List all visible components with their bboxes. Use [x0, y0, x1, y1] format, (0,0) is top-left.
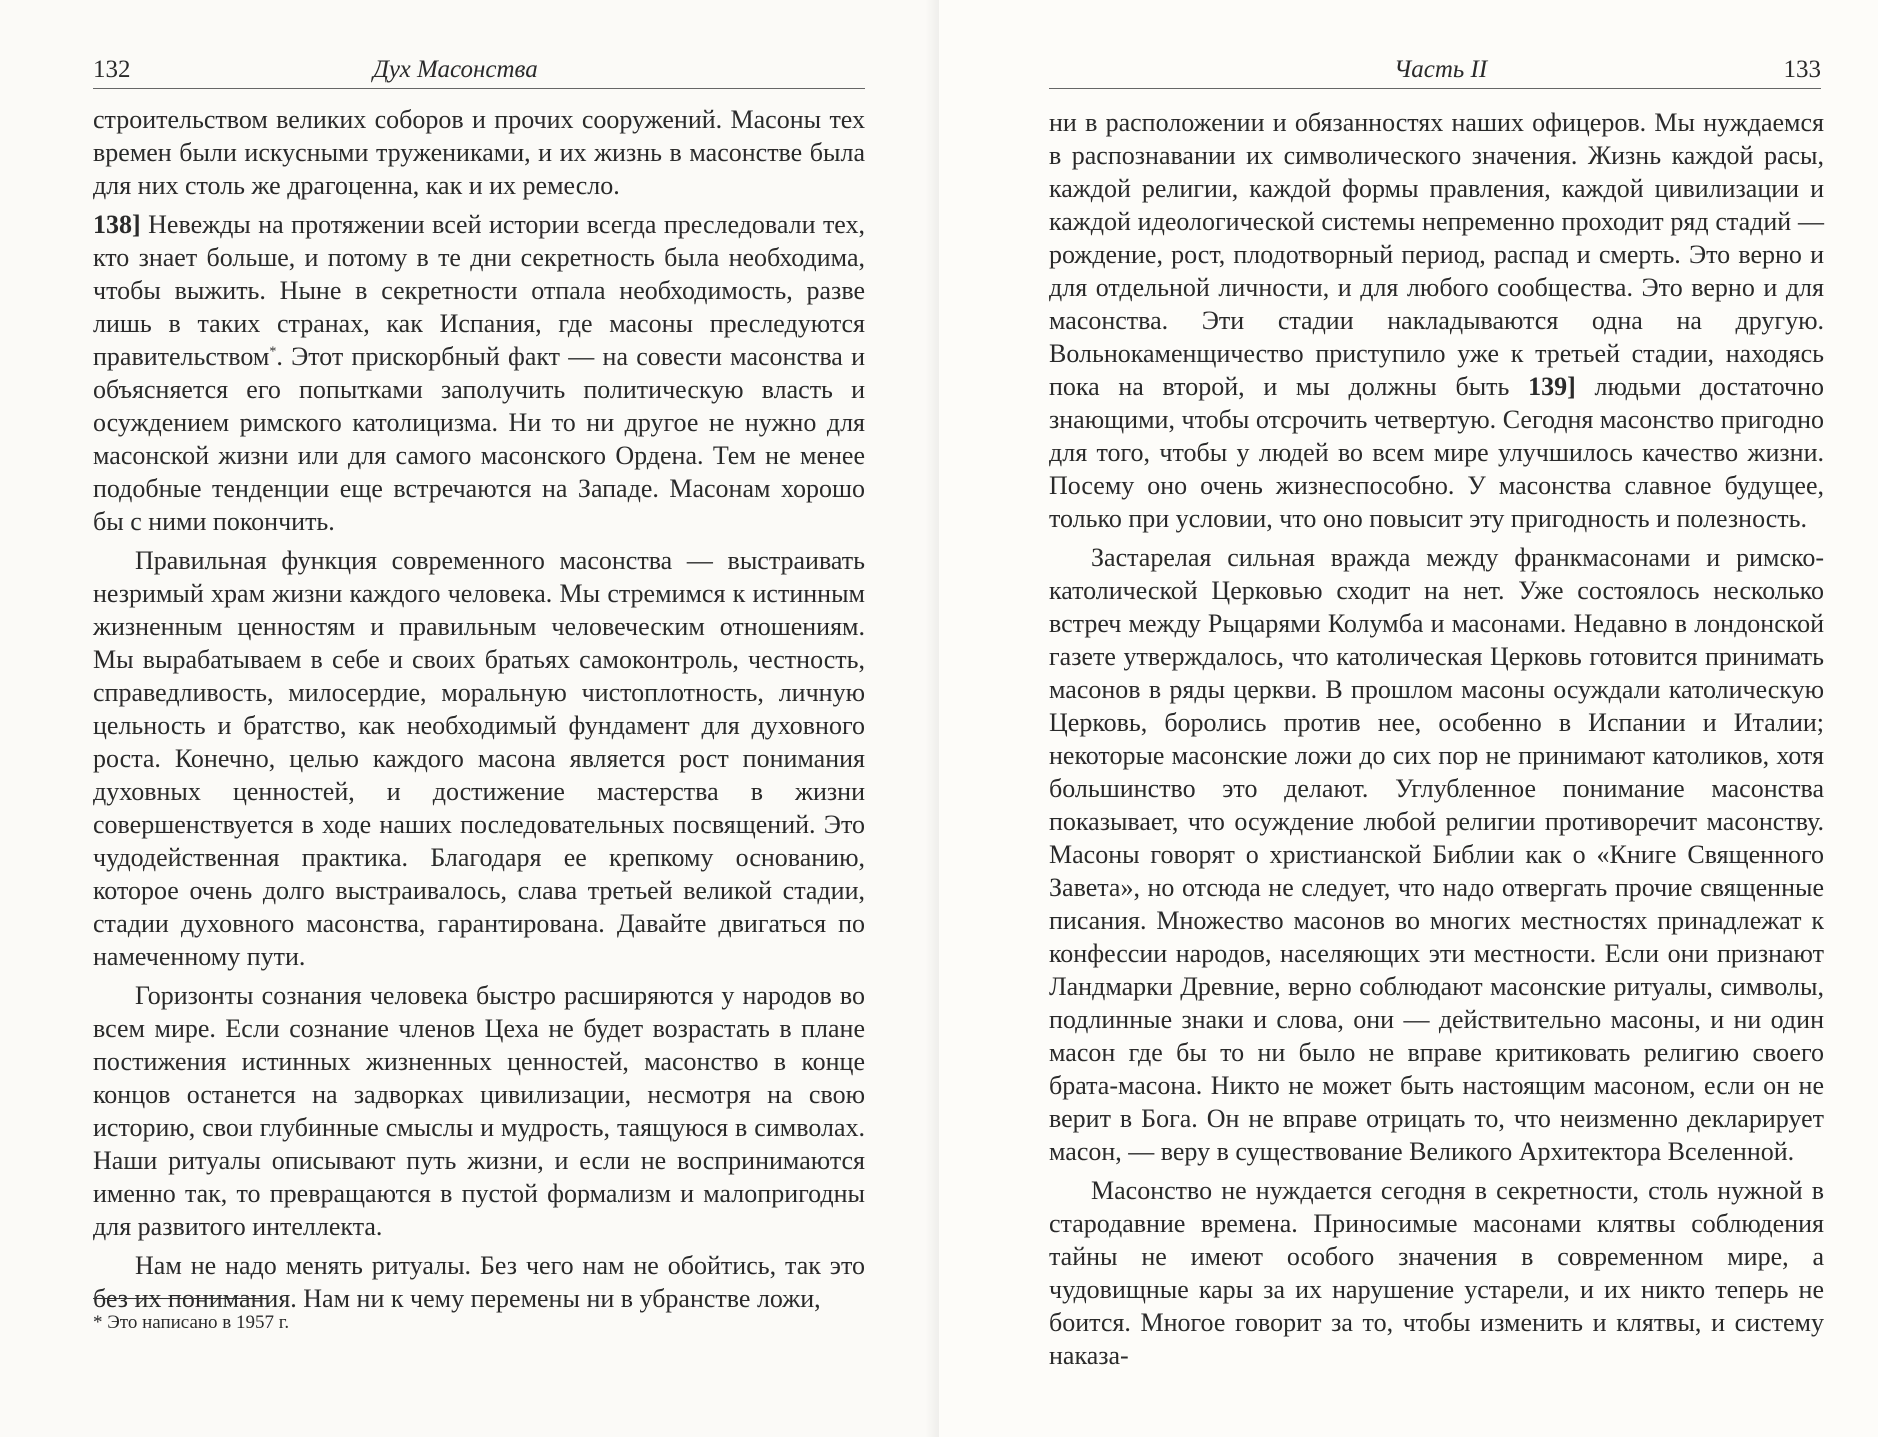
right-page [939, 0, 1878, 1437]
left-page-header [93, 48, 865, 89]
footnote: * Это написано в 1957 г. [93, 1312, 290, 1333]
footnote-divider [93, 1298, 268, 1299]
left-page-body [93, 103, 865, 1321]
paragraph: 138] Невежды на протяжении всей истории всегда преследовали тех, кто знает больше, и потому в те дни секретность была необходима, чтобы выжить. Ныне в секретности отпала необходимость, разве лишь в таких странах, как Испания, где масоны преследуются правительством*. Этот прискорбный факт — на совести масонства и объясняется его попытками заполучить политическую власть и осуждением римского католицизма. Ни то ни другое не нужно для масонской жизни или для самого масонского Ордена. Тем не менее подобные тенденции еще встречаются на Западе. Масонам хорошо бы с ними покончить. [93, 210, 865, 536]
right-page-header [1049, 48, 1821, 89]
section-marker: 139] [1528, 372, 1576, 401]
running-title: Часть II [1394, 56, 1488, 83]
page-number: 133 [1783, 56, 1821, 83]
footnote-ref: * [269, 344, 277, 360]
paragraph: ни в расположении и обязанностях наших офицеров. Мы нуждаемся в распознавании их символического значения. Жизнь каждой расы, каждой религии, каждой формы правления, каждой цивилизации и каждой идеологической системы непременно проходит ряд стадий — рождение, рост, плодотворный период, распад и смерть. Это верно и для отдельной личности, и для любого сообщества. Это верно и для масонства. Эти стадии накладываются одна на другую. Вольнокаменщичество приступило уже к третьей стадии, находясь пока на второй, и мы должны быть 139] людьми достаточно знающими, чтобы отсрочить четвертую. Сегодня масонство пригодно для того, чтобы у людей во всем мире улучшилось качество жизни. Посему оно очень жизнеспособно. У масонства славное будущее, только при условии, что оно повысит эту пригодность и полезность. [1049, 108, 1824, 533]
paragraph: строительством великих соборов и прочих сооружений. Масоны тех времен были искусными тружениками, и их жизнь в масонстве была для них столь же драгоценна, как и их ремесло. [93, 105, 865, 200]
paragraph: Масонство не нуждается сегодня в секретности, столь нужной в стародавние времена. Приносимые масонами клятвы соблюдения тайны не имеют особого значения в современном мире, а чудовищные кары за их нарушение устарели, и их никто теперь не боится. Многое говорит за то, чтобы изменить и клятвы, и систему наказа- [1049, 1176, 1824, 1370]
running-title: Дух Масонства [373, 56, 538, 83]
page-number: 132 [93, 56, 131, 83]
right-page-body [1049, 106, 1824, 1378]
paragraph: Правильная функция современного масонства — выстраивать незримый храм жизни каждого человека. Мы стремимся к истинным жизненным ценностям и правильным человеческим отношениям. Мы вырабатываем в себе и своих братьях самоконтроль, честность, справедливость, милосердие, моральную чистоплотность, личную цельность и братство, как необходимый фундамент для духовного роста. Конечно, целью каждого масона является рост понимания духовных ценностей, и достижение мастерства в жизни совершенствуется в ходе наших последовательных посвящений. Это чудодейственная практика. Благодаря ее крепкому основанию, которое очень долго выстраивалось, слава третьей великой стадии, стадии духовного масонства, гарантирована. Давайте двигаться по намеченному пути. [93, 546, 865, 971]
section-marker: 138] [93, 210, 141, 239]
paragraph: Нам не надо менять ритуалы. Без чего нам не обойтись, так это без их понимания. Нам ни к чему перемены ни в убранстве ложи, [93, 1251, 865, 1313]
paragraph: Застарелая сильная вражда между франкмасонами и римско-католической Церковью сходит на нет. Уже состоялось несколько встреч между Рыцарями Колумба и масонами. Недавно в лондонской газете утверждалось, что католическая Церковь готовится принимать масонов в ряды церкви. В прошлом масоны осуждали католическую Церковь, боролись против нее, особенно в Испании и Италии; некоторые масонские ложи до сих пор не принимают католиков, хотя большинство это делают. Углубленное понимание масонства показывает, что осуждение любой религии противоречит масонству. Масоны говорят о христианской Библии как о «Книге Священного Завета», но отсюда не следует, что надо отвергать прочие священные писания. Множество масонов во многих местностях принадлежат к конфессии народов, населяющих эти местности. Если они признают Ландмарки Древние, верно соблюдают масонские ритуалы, символы, подлинные знаки и слова, они — действительно масоны, и ни один масон где бы то ни было не вправе критиковать религию своего брата-масона. Никто не может быть настоящим масоном, если он не верит в Бога. Он не вправе отрицать то, что неизменно декларирует масон, — веру в существование Великого Архитектора Вселенной. [1049, 543, 1824, 1166]
paragraph: Горизонты сознания человека быстро расширяются у народов во всем мире. Если сознание членов Цеха не будет возрастать в плане постижения истинных жизненных ценностей, масонство в конце концов останется на задворках цивилизации, несмотря на свою историю, свои глубинные смыслы и мудрость, таящуюся в символах. Наши ритуалы описывают путь жизни, и если не воспринимаются именно так, то превращаются в пустой формализм и малопригодны для развитого интеллекта. [93, 981, 865, 1241]
